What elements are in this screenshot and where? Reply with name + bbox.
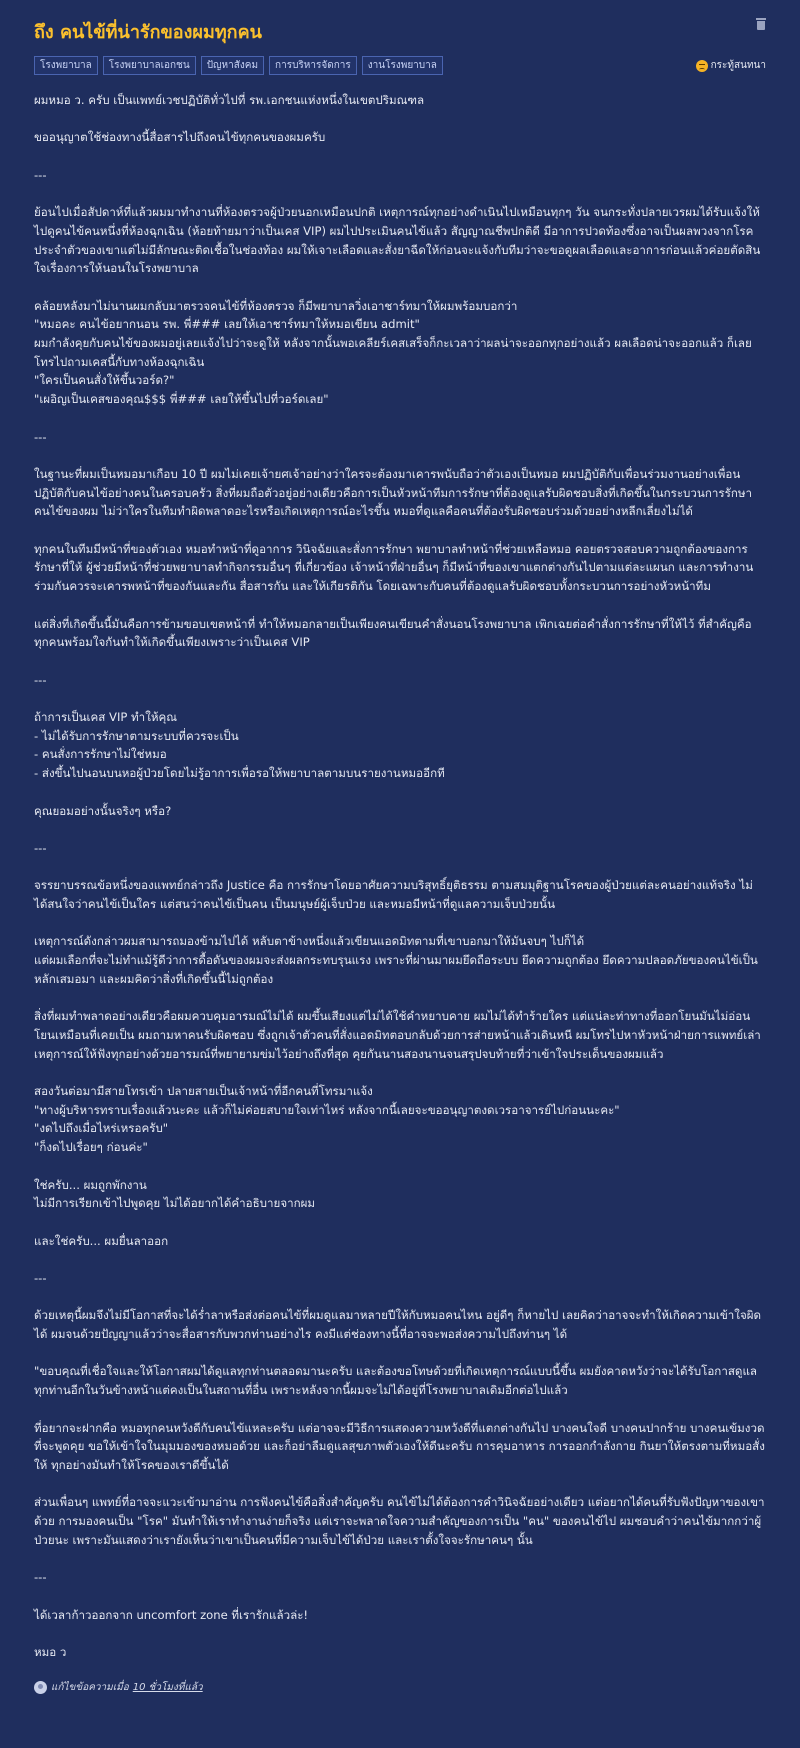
separator-text: --- [34, 167, 47, 182]
body-paragraph: สองวันต่อมามีสายโทรเข้า ปลายสายเป็นเจ้าหน้าที่อีกคนที่โทรมาแจ้ง "ทางผู้บริหารทราบเรื่องแล้วนะคะ แล้วก็ไม่ค่อยสบายใจเท่าไหร่ หลังจากนี้เลยจะขออนุญาตงดเวรอาจารย์ไปก่อนนะคะ" "งดไปถึงเมื่อไหร่เหรอครับ" "ก็งดไปเรื่อยๆ ก่อนค่ะ" [34, 1084, 620, 1155]
body-paragraph: "ขอบคุณที่เชื่อใจและให้โอกาสผมได้ดูแลทุกท่านตลอดมานะครับ และต้องขอโทษด้วยที่เกิดเหตุการณ์แบบนี้ขึ้น ผมยังคาดหวังว่าจะได้รับโอกาสดูแลทุกท่านอีกในวันข้างหน้าแต่คงเป็นในสถานที่อื่น เพราะหลังจากนี้ผมจะไม่ได้อยู่ที่โรงพยาบาลเดิมอีกต่อไปแล้ว [34, 1364, 758, 1398]
tag-item[interactable]: โรงพยาบาล [34, 56, 98, 75]
body-paragraph: เหตุการณ์ดังกล่าวผมสามารถมองข้ามไปได้ หลับตาข้างหนึ่งแล้วเขียนแอดมิทตามที่เขาบอกมาให้มันจบๆ ไปก็ได้ แต่ผมเลือกที่จะไม่ทำแม้รู้ดีว่าการดื้อดันของผมจะส่งผลกระทบรุนแรง เพราะที่ผ่านมาผมยึดถือระบบ ยึดความถูกต้อง ยึดความปลอดภัยของคนไข้เป็นหลักเสมอมา และผมคิดว่าสิ่งที่เกิดขึ้นนี้ไม่ถูกต้อง [34, 934, 758, 986]
body-paragraph: สิ่งที่ผมทำพลาดอย่างเดียวคือผมควบคุมอารมณ์ไม่ได้ ผมขึ้นเสียงแต่ไม่ได้ใช้คำหยาบคาย ผมไม่ได้ทำร้ายใคร แต่แน่ละท่าทางที่ออกโยนมันไม่อ่อนโยนเหมือนที่เคยเป็น ผมถามหาคนรับผิดชอบ ซึ่งถูกเจ้าตัวคนที่สั่งแอดมิทตอบกลับด้วยการส่ายหน้าแล้วเดินหนี ผมโทรไปหาหัวหน้าฝ่ายการแพทย์เล่าเหตุการณ์ให้ฟังทุกอย่างด้วยอารมณ์ที่พยายามข่มไว้อย่างถึงที่สุด คุยกันนานสองนานจนสรุปจบท้ายที่ว่าเข้าใจประเด็นของผมแล้ว [34, 1009, 761, 1061]
tag-item[interactable]: การบริหารจัดการ [269, 56, 357, 75]
separator-text: --- [34, 672, 47, 687]
body-paragraph: ถ้าการเป็นเคส VIP ทำให้คุณ - ไม่ได้รับการรักษาตามระบบที่ควรจะเป็น - คนสั่งการรักษาไม่ใช่หมอ - ส่งขึ้นไปนอนบนหอผู้ป่วยโดยไม่รู้อาการเพื่อรอให้พยาบาลตามบนรายงานหมออีกที [34, 710, 445, 781]
body-paragraph: ย้อนไปเมื่อสัปดาห์ที่แล้วผมมาทำงานที่ห้องตรวจผู้ป่วยนอกเหมือนปกติ เหตุการณ์ทุกอย่างดำเนินไปเหมือนทุกๆ วัน จนกระทั่งปลายเวรผมได้รับแจ้งให้ไปดูคนไข้คนหนึ่งที่ห้องฉุกเฉิน (ห้อยท้ายมาว่าเป็นเคส VIP) ผมไปประเมินคนไข้แล้ว สัญญาณชีพปกติดี มีอาการปวดท้องซึ่งอาจเป็นผลพวงจากโรคประจำตัวของเขาแต่ไม่มีลักษณะติดเชื้อในช่องท้อง ผมให้เจาะเลือดและสั่งยาฉีดให้ก่อนจะแจ้งกับทีมว่าจะขอดูผลเลือดและอาการก่อนแล้วค่อยตัดสินใจเรื่องการให้นอนในโรงพยาบาล [34, 205, 761, 276]
post-footer [34, 1680, 766, 1695]
body-paragraph: จรรยาบรรณข้อหนึ่งของแพทย์กล่าวถึง Justice คือ การรักษาโดยอาศัยความบริสุทธิ์ยุติธรรม ตามสมมุติฐานโรคของผู้ป่วยแต่ละคนอย่างแท้จริง ไม่ได้สนใจว่าคนไข้เป็นใคร แต่สนว่าคนไข้เป็นคน เป็นมนุษย์ผู้เจ็บป่วย และหมอมีหน้าที่ดูแลความเจ็บป่วยนั้น [34, 878, 753, 912]
trash-icon[interactable] [756, 18, 766, 30]
body-paragraph: ในฐานะที่ผมเป็นหมอมาเกือบ 10 ปี ผมไม่เคยเจ้ายศเจ้าอย่างว่าใครจะต้องมาเคารพนับถือว่าตัวเองเป็นหมอ ผมปฏิบัติกับเพื่อนร่วมงานอย่างเพื่อนปฏิบัติกับคนไข้อย่างคนในครอบครัว สิ่งที่ผมถือตัวอยู่อย่างเดียวคือการเป็นหัวหน้าทีมการรักษาที่ต้องดูแลรับผิดชอบสิ่งที่เกิดขึ้นในกระบวนการรักษาคนไข้ของผม ไม่ว่าใครในทีมทำผิดพลาดอะไรหรือเกิดเหตุการณ์อะไรขึ้น หมอที่ดูแลคือคนที่ต้องรับผิดชอบร่วมด้วยอย่างหลีกเลี่ยงไม่ได้ [34, 466, 752, 519]
topic-title: ถึง คนไข้ที่น่ารักของผมทุกคน [34, 22, 262, 43]
tag-item[interactable]: ปัญหาสังคม [201, 56, 264, 75]
separator-text: --- [34, 840, 47, 855]
body-paragraph: หมอ ว [34, 1644, 67, 1659]
post-body [34, 91, 769, 1662]
body-paragraph: คุณยอมอย่างนั้นจริงๆ หรือ? [34, 803, 172, 818]
body-paragraph: ผมหมอ ว. ครับ เป็นแพทย์เวชปฏิบัติทั่วไปที่ รพ.เอกชนแห่งหนึ่งในเขตปริมณฑล [34, 93, 425, 107]
body-paragraph: ได้เวลาก้าวออกจาก uncomfort zone ที่เรารักแล้วล่ะ! [34, 1607, 309, 1622]
user-avatar-icon[interactable] [34, 1681, 47, 1694]
tag-list [34, 56, 443, 75]
separator-text: --- [34, 429, 47, 444]
body-paragraph: ใช่ครับ... ผมถูกพักงาน ไม่มีการเรียกเข้าไปพูดคุย ไม่ได้อยากได้คำอธิบายจากผม [34, 1177, 316, 1211]
topic-type[interactable] [696, 58, 766, 73]
separator-text: --- [34, 1570, 47, 1585]
body-paragraph: ทุกคนในทีมมีหน้าที่ของตัวเอง หมอทำหน้าที่ดูอาการ วินิจฉัยและสั่งการรักษา พยาบาลทำหน้าที่ช่วยเหลือหมอ คอยตรวจสอบความถูกต้องของการรักษาที่ให้ ผู้ช่วยมีหน้าที่ช่วยพยาบาลทำกิจกรรมอื่นๆ ที่เกี่ยวข้อง เจ้าหน้าที่ฝ่ายอื่นๆ ก็มีหน้าที่ของเขาแตกต่างกันไปตามแต่ละแผนก และการทำงานร่วมกันควรจะเคารพหน้าที่ของกันและกัน สื่อสารกัน และให้เกียรติกัน โดยเฉพาะกับคนที่ต้องดูแลรับผิดชอบทั้งกระบวนการอย่างหัวหน้าทีม [34, 541, 754, 594]
body-paragraph: และใช่ครับ... ผมยื่นลาออก [34, 1233, 169, 1248]
body-paragraph: แต่สิ่งที่เกิดขึ้นนี้มันคือการข้ามขอบเขตหน้าที่ ทำให้หมอกลายเป็นเพียงคนเขียนคำสั่งนอนโรงพยาบาล เพิกเฉยต่อคำสั่งการรักษาที่ให้ไว้ ที่สำคัญคือทุกคนพร้อมใจกันทำให้เกิดขึ้นเพียงเพราะว่าเป็นเคส VIP [34, 616, 752, 650]
body-paragraph: ส่วนเพื่อนๆ แพทย์ที่อาจจะแวะเข้ามาอ่าน การฟังคนไข้คือสิ่งสำคัญครับ คนไข้ไม่ได้ต้องการคำวินิจฉัยอย่างเดียว แต่อยากได้คนที่รับฟังปัญหาของเขาด้วย การมองคนเป็น "โรค" มันทำให้เราทำงานง่ายก็จริง แต่เราจะพลาดใจความสำคัญของการเป็น "คน" ของคนไข้ไป ผมชอบคำว่าคนไข้มากกว่าผู้ป่วยนะ เพราะมันแสดงว่าเรายังเห็นว่าเขาเป็นคนที่มีความเจ็บไข้ได้ป่วย และเราตั้งใจจะรักษาคนๆ นั้น [34, 1495, 765, 1547]
edited-label: แก้ไขข้อความเมื่อ [51, 1682, 129, 1694]
sad-face-icon [696, 60, 708, 72]
tag-row [34, 56, 766, 75]
body-paragraph: ขออนุญาตใช้ช่องทางนี้สื่อสารไปถึงคนไข้ทุกคนของผมครับ [34, 130, 326, 145]
separator-text: --- [34, 1271, 47, 1285]
body-paragraph: คล้อยหลังมาไม่นานผมกลับมาตรวจคนไข้ที่ห้องตรวจ ก็มีพยาบาลวิ่งเอาชาร์ทมาให้ผมพร้อมบอกว่า "หมอคะ คนไข้อยากนอน รพ. พี่### เลยให้เอาชาร์ทมาให้หมอเขียน admit" ผมกำลังคุยกับคนไข้ของผมอยู่เลยแจ้งไปว่าจะดูให้ หลังจากนั้นพอเคลียร์เคสเสร็จก็กะเวลาว่าผลน่าจะออกทุกอย่างแล้ว ผลเลือดน่าจะออกแล้ว ก็เลยโทรไปถามเคสนี้กับทางห้องฉุกเฉิน "ใครเป็นคนสั่งให้ขึ้นวอร์ด?" "เผอิญเป็นเคสของคุณ$$$ พี่### เลยให้ขึ้นไปที่วอร์ดเลย" [34, 298, 752, 407]
tag-item[interactable]: งานโรงพยาบาล [362, 56, 443, 75]
topic-type-label: กระทู้สนทนา [710, 60, 766, 71]
tag-item[interactable]: โรงพยาบาลเอกชน [103, 56, 196, 75]
edited-time-link[interactable]: 10 ชั่วโมงที่แล้ว [132, 1682, 203, 1694]
body-paragraph: ด้วยเหตุนี้ผมจึงไม่มีโอกาสที่จะได้ร่ำลาหรือส่งต่อคนไข้ที่ผมดูแลมาหลายปีให้กับหมอคนไหน อยู่ดีๆ ก็หายไป เลยคิดว่าอาจจะทำให้เกิดความเข้าใจผิดได้ ผมจนด้วยปัญญาแล้วว่าจะสื่อสารกับพวกท่านอย่างไร คงมีแต่ช่องทางนี้ที่อาจจะพอส่งความไปถึงท่านๆ ได้ [34, 1308, 762, 1342]
body-paragraph: ที่อยากจะฝากคือ หมอทุกคนหวังดีกับคนไข้แหละครับ แต่อาจจะมีวิธีการแสดงความหวังดีที่แตกต่างกันไป บางคนใจดี บางคนปากร้าย บางคนเข้มงวด ที่จะพูดคุย ขอให้เข้าใจในมุมมองของหมอด้วย และก็อย่าลืมดูแลสุขภาพตัวเองให้ดีนะครับ การคุมอาหาร การออกกำลังกาย กินยาให้ตรงตามที่หมอสั่งให้ ทุกอย่างมันทำให้โรคของเราดีขึ้นได้ [34, 1420, 769, 1472]
